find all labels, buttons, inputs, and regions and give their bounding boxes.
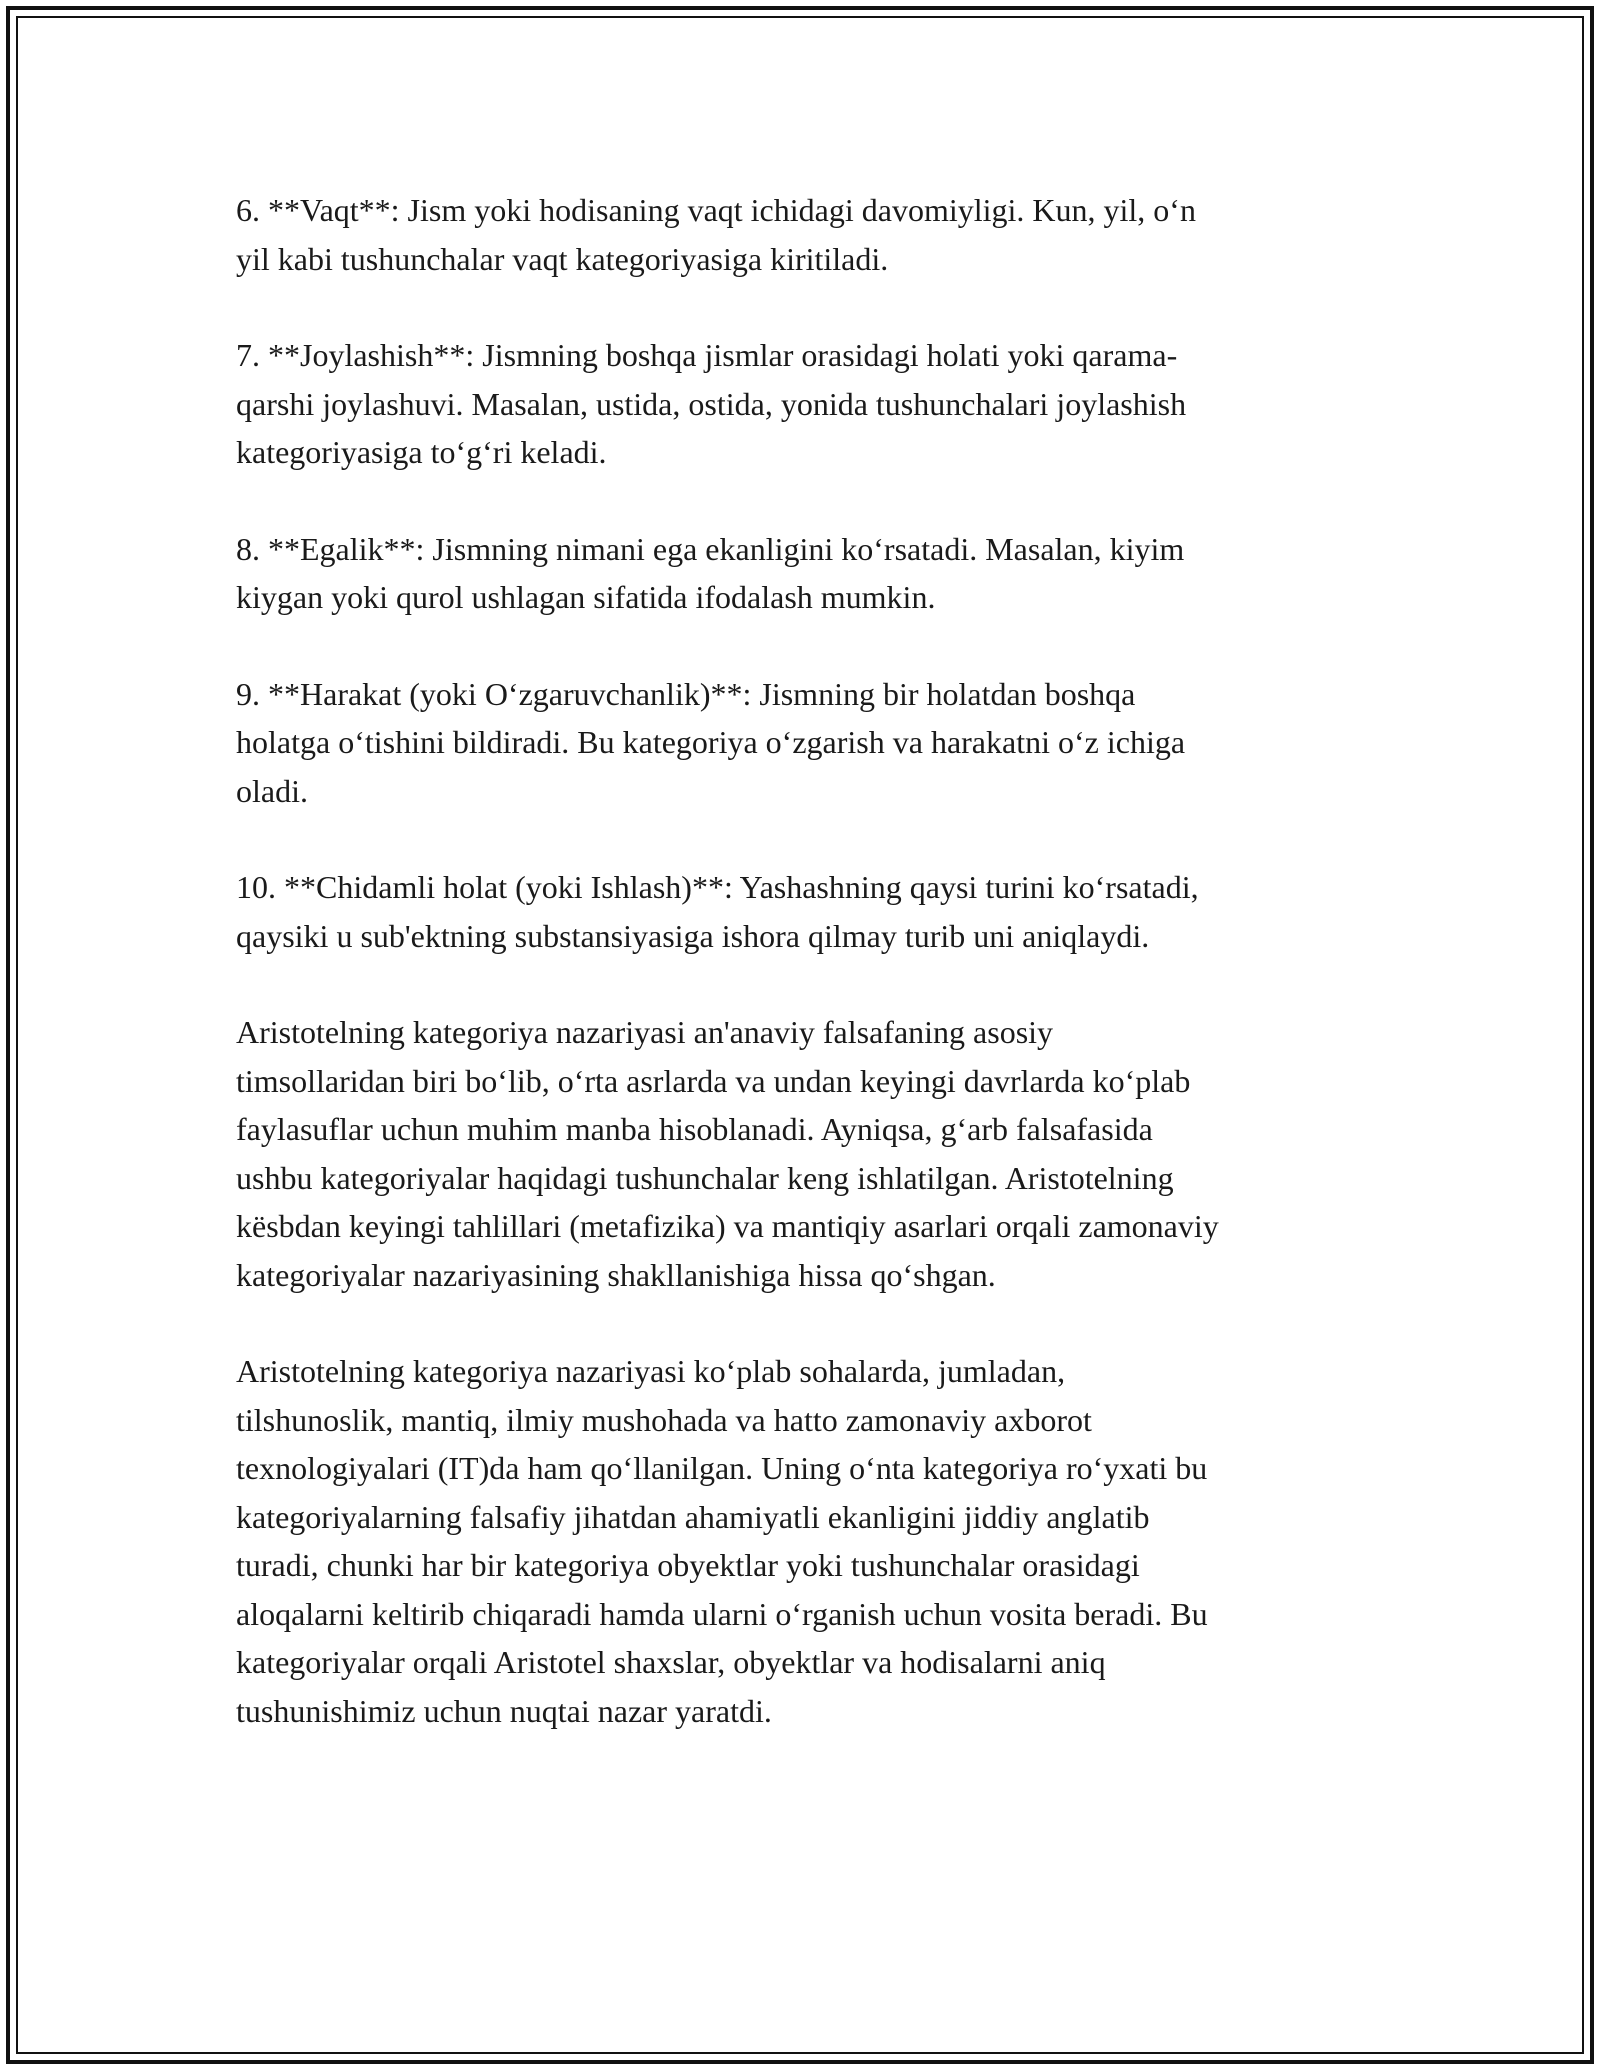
paragraph-category-state: 10. **Chidamli holat (yoki Ishlash)**: Yashashning qaysi turini ko‘rsatadi, qaysiki u sub'ektning substansiyasiga ishora qilmay turib uni aniqlaydi. [236,869,1199,954]
paragraph-category-possession: 8. **Egalik**: Jismning nimani ega ekanligini ko‘rsatadi. Masalan, kiyim kiygan yoki qurol ushlagan sifatida ifodalash mumkin. [236,530,1185,615]
document-body [236,186,1366,1783]
paragraph-category-position: 7. **Joylashish**: Jismning boshqa jismlar orasidagi holati yoki qarama- qarshi joylashuvi. Masalan, ustida, ostida, yonida tushunchalari joylashish kategoriyasiga to‘g‘ri keladi. [236,337,1187,470]
paragraph-theory-applications: Aristotelning kategoriya nazariyasi ko‘plab sohalarda, jumladan, tilshunoslik, mantiq, ilmiy mushohada va hatto zamonaviy axborot texnologiyalari (IT)da ham qo‘llanilgan. Uning o‘nta kategoriya ro‘yxati bu kategoriyalarning falsafiy jihatdan ahamiyatli ekanligini jiddiy anglatib turadi, chunki har bir kategoriya obyektlar yoki tushunchalar orasidagi aloqalarni keltirib chiqaradi hamda ularni o‘rganish uchun vosita beradi. Bu kategoriyalar orqali Aristotel shaxslar, obyektlar va hodisalarni aniq tushunishimiz uchun nuqtai nazar yaratdi. [236,1353,1208,1729]
paragraph-theory-influence: Aristotelning kategoriya nazariyasi an'anaviy falsafaning asosiy timsollaridan biri bo‘lib, o‘rta asrlarda va undan keyingi davrlarda ko‘plab faylasuflar uchun muhim manba hisoblanadi. Ayniqsa, g‘arb falsafasida ushbu kategoriyalar haqidagi tushunchalar keng ishlatilgan. Aristotelning kësbdan keyingi tahlillari (metafizika) va mantiqiy asarlari orqali zamonaviy kategoriyalar nazariyasining shakllanishiga hissa qo‘shgan. [236,1014,1219,1293]
paragraph-category-time: 6. **Vaqt**: Jism yoki hodisaning vaqt ichidagi davomiyligi. Kun, yil, o‘n yil kabi tushunchalar vaqt kategoriyasiga kiritiladi. [236,192,1196,277]
paragraph-category-action: 9. **Harakat (yoki O‘zgaruvchanlik)**: Jismning bir holatdan boshqa holatga o‘tishini bildiradi. Bu kategoriya o‘zgarish va harakatni o‘z ichiga oladi. [236,675,1186,809]
